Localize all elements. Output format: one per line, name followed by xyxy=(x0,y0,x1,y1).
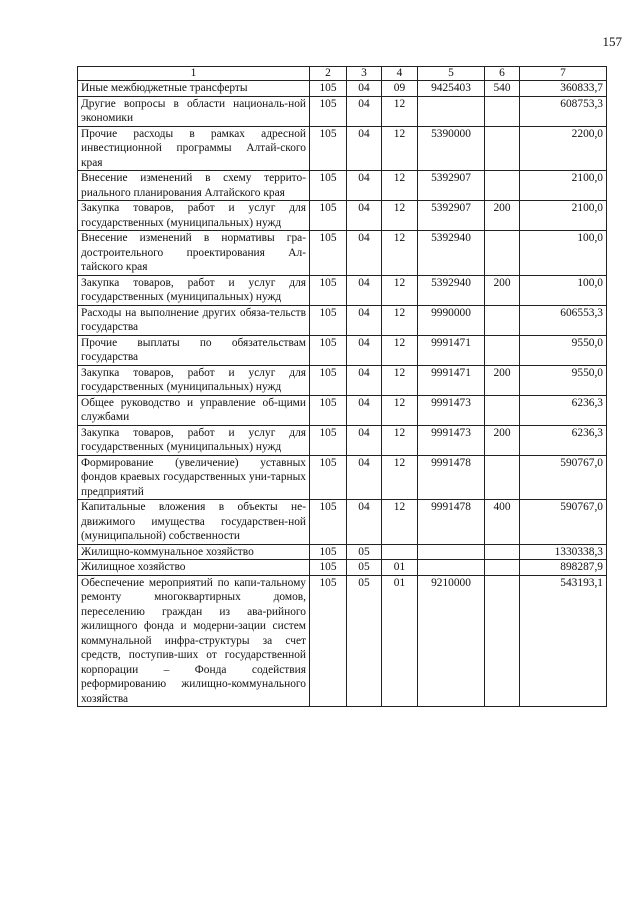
row-subsection-cell: 12 xyxy=(382,275,418,305)
row-name-cell: Формирование (увеличение) уставных фондов краевых государственных уни-тарных предприятий xyxy=(78,455,310,500)
row-target-article-cell: 9991473 xyxy=(418,425,485,455)
row-amount-cell: 6236,3 xyxy=(520,395,607,425)
row-name-cell: Капитальные вложения в объекты не-движимого имущества государствен-ной (муниципальной) собственности xyxy=(78,500,310,545)
row-section-cell: 04 xyxy=(347,231,382,276)
row-admin-code-cell: 105 xyxy=(310,560,347,576)
row-name-cell: Внесение изменений в нормативы гра-достроительного проектирования Ал-тайского края xyxy=(78,231,310,276)
row-name-cell: Другие вопросы в области националь-ной экономики xyxy=(78,96,310,126)
row-amount-cell: 6236,3 xyxy=(520,425,607,455)
row-expense-type-cell: 400 xyxy=(485,500,520,545)
table-row xyxy=(78,500,607,545)
row-section-cell: 04 xyxy=(347,335,382,365)
row-section-cell: 04 xyxy=(347,455,382,500)
row-target-article-cell: 9991471 xyxy=(418,335,485,365)
column-header: 4 xyxy=(382,67,418,81)
row-name-cell: Закупка товаров, работ и услуг для государственных (муниципальных) нужд xyxy=(78,201,310,231)
row-section-cell: 04 xyxy=(347,395,382,425)
column-header: 1 xyxy=(78,67,310,81)
row-subsection-cell: 12 xyxy=(382,126,418,171)
row-section-cell: 04 xyxy=(347,305,382,335)
row-admin-code-cell: 105 xyxy=(310,455,347,500)
row-amount-cell: 590767,0 xyxy=(520,500,607,545)
table-row xyxy=(78,335,607,365)
row-admin-code-cell: 105 xyxy=(310,395,347,425)
row-target-article-cell: 9991478 xyxy=(418,455,485,500)
row-admin-code-cell: 105 xyxy=(310,81,347,97)
row-admin-code-cell: 105 xyxy=(310,126,347,171)
row-section-cell: 05 xyxy=(347,544,382,560)
row-expense-type-cell: 200 xyxy=(485,275,520,305)
table-row xyxy=(78,455,607,500)
row-admin-code-cell: 105 xyxy=(310,575,347,707)
row-amount-cell: 898287,9 xyxy=(520,560,607,576)
row-amount-cell: 100,0 xyxy=(520,275,607,305)
row-section-cell: 04 xyxy=(347,201,382,231)
column-header: 6 xyxy=(485,67,520,81)
row-expense-type-cell: 540 xyxy=(485,81,520,97)
row-target-article-cell xyxy=(418,96,485,126)
table-row xyxy=(78,395,607,425)
row-expense-type-cell xyxy=(485,126,520,171)
row-subsection-cell: 01 xyxy=(382,575,418,707)
row-target-article-cell: 9990000 xyxy=(418,305,485,335)
row-admin-code-cell: 105 xyxy=(310,500,347,545)
table-row xyxy=(78,365,607,395)
row-section-cell: 04 xyxy=(347,500,382,545)
row-section-cell: 04 xyxy=(347,96,382,126)
table-header-row xyxy=(78,67,607,81)
row-subsection-cell: 12 xyxy=(382,201,418,231)
row-section-cell: 04 xyxy=(347,425,382,455)
row-name-cell: Закупка товаров, работ и услуг для государственных (муниципальных) нужд xyxy=(78,365,310,395)
row-target-article-cell: 9425403 xyxy=(418,81,485,97)
row-amount-cell: 2200,0 xyxy=(520,126,607,171)
row-subsection-cell: 12 xyxy=(382,305,418,335)
row-subsection-cell: 09 xyxy=(382,81,418,97)
row-subsection-cell xyxy=(382,544,418,560)
row-name-cell: Жилищно-коммунальное хозяйство xyxy=(78,544,310,560)
row-target-article-cell: 5392940 xyxy=(418,275,485,305)
table-row xyxy=(78,96,607,126)
row-expense-type-cell: 200 xyxy=(485,425,520,455)
row-subsection-cell: 12 xyxy=(382,395,418,425)
row-expense-type-cell xyxy=(485,231,520,276)
row-target-article-cell xyxy=(418,544,485,560)
row-name-cell: Иные межбюджетные трансферты xyxy=(78,81,310,97)
row-name-cell: Обеспечение мероприятий по капи-тальному ремонту многоквартирных домов, переселению граждан из ава-рийного жилищного фонда и модерни-зации систем коммунальной инфра-структуры за счет средств, поступив-ших от государственной корпорации – Фонда содействия реформированию жилищно-коммунального хозяйства xyxy=(78,575,310,707)
row-target-article-cell: 9991473 xyxy=(418,395,485,425)
row-subsection-cell: 12 xyxy=(382,425,418,455)
row-name-cell: Прочие выплаты по обязательствам государства xyxy=(78,335,310,365)
row-amount-cell: 543193,1 xyxy=(520,575,607,707)
row-target-article-cell: 9210000 xyxy=(418,575,485,707)
row-admin-code-cell: 105 xyxy=(310,544,347,560)
row-target-article-cell xyxy=(418,560,485,576)
row-amount-cell: 606553,3 xyxy=(520,305,607,335)
table-row xyxy=(78,305,607,335)
column-header: 3 xyxy=(347,67,382,81)
row-expense-type-cell xyxy=(485,96,520,126)
row-target-article-cell: 5392907 xyxy=(418,201,485,231)
row-admin-code-cell: 105 xyxy=(310,96,347,126)
row-subsection-cell: 12 xyxy=(382,96,418,126)
table-row xyxy=(78,275,607,305)
row-amount-cell: 360833,7 xyxy=(520,81,607,97)
row-amount-cell: 1330338,3 xyxy=(520,544,607,560)
table-row xyxy=(78,171,607,201)
row-subsection-cell: 12 xyxy=(382,500,418,545)
row-expense-type-cell xyxy=(485,544,520,560)
row-expense-type-cell xyxy=(485,560,520,576)
row-name-cell: Закупка товаров, работ и услуг для государственных (муниципальных) нужд xyxy=(78,425,310,455)
row-admin-code-cell: 105 xyxy=(310,231,347,276)
row-name-cell: Расходы на выполнение других обяза-тельств государства xyxy=(78,305,310,335)
table-row xyxy=(78,544,607,560)
table-row xyxy=(78,201,607,231)
row-subsection-cell: 12 xyxy=(382,365,418,395)
row-name-cell: Закупка товаров, работ и услуг для государственных (муниципальных) нужд xyxy=(78,275,310,305)
row-amount-cell: 590767,0 xyxy=(520,455,607,500)
row-subsection-cell: 12 xyxy=(382,171,418,201)
row-expense-type-cell: 200 xyxy=(485,365,520,395)
page-number: 157 xyxy=(602,34,622,49)
table-row xyxy=(78,560,607,576)
row-subsection-cell: 12 xyxy=(382,455,418,500)
row-expense-type-cell xyxy=(485,395,520,425)
row-expense-type-cell: 200 xyxy=(485,201,520,231)
row-name-cell: Внесение изменений в схему террито-риального планирования Алтайского края xyxy=(78,171,310,201)
row-target-article-cell: 5392907 xyxy=(418,171,485,201)
row-admin-code-cell: 105 xyxy=(310,275,347,305)
row-expense-type-cell xyxy=(485,171,520,201)
row-name-cell: Прочие расходы в рамках адресной инвестиционной программы Алтай-ского края xyxy=(78,126,310,171)
row-amount-cell: 2100,0 xyxy=(520,171,607,201)
row-section-cell: 04 xyxy=(347,81,382,97)
row-name-cell: Общее руководство и управление об-щими службами xyxy=(78,395,310,425)
row-target-article-cell: 5392940 xyxy=(418,231,485,276)
table-row xyxy=(78,81,607,97)
row-admin-code-cell: 105 xyxy=(310,201,347,231)
row-subsection-cell: 12 xyxy=(382,335,418,365)
row-expense-type-cell xyxy=(485,305,520,335)
row-section-cell: 04 xyxy=(347,126,382,171)
row-admin-code-cell: 105 xyxy=(310,365,347,395)
row-target-article-cell: 9991478 xyxy=(418,500,485,545)
row-amount-cell: 2100,0 xyxy=(520,201,607,231)
row-amount-cell: 608753,3 xyxy=(520,96,607,126)
row-subsection-cell: 01 xyxy=(382,560,418,576)
row-admin-code-cell: 105 xyxy=(310,171,347,201)
row-section-cell: 04 xyxy=(347,171,382,201)
row-amount-cell: 9550,0 xyxy=(520,335,607,365)
row-admin-code-cell: 105 xyxy=(310,425,347,455)
row-expense-type-cell xyxy=(485,455,520,500)
row-section-cell: 05 xyxy=(347,560,382,576)
table-row xyxy=(78,126,607,171)
row-admin-code-cell: 105 xyxy=(310,335,347,365)
column-header: 7 xyxy=(520,67,607,81)
row-target-article-cell: 9991471 xyxy=(418,365,485,395)
table-row xyxy=(78,575,607,707)
table-body xyxy=(78,81,607,707)
column-header: 2 xyxy=(310,67,347,81)
row-expense-type-cell xyxy=(485,335,520,365)
column-header: 5 xyxy=(418,67,485,81)
row-name-cell: Жилищное хозяйство xyxy=(78,560,310,576)
row-section-cell: 04 xyxy=(347,365,382,395)
row-section-cell: 05 xyxy=(347,575,382,707)
row-amount-cell: 9550,0 xyxy=(520,365,607,395)
row-expense-type-cell xyxy=(485,575,520,707)
row-subsection-cell: 12 xyxy=(382,231,418,276)
row-admin-code-cell: 105 xyxy=(310,305,347,335)
row-section-cell: 04 xyxy=(347,275,382,305)
table-row xyxy=(78,425,607,455)
budget-table xyxy=(77,66,607,707)
table-row xyxy=(78,231,607,276)
row-amount-cell: 100,0 xyxy=(520,231,607,276)
row-target-article-cell: 5390000 xyxy=(418,126,485,171)
